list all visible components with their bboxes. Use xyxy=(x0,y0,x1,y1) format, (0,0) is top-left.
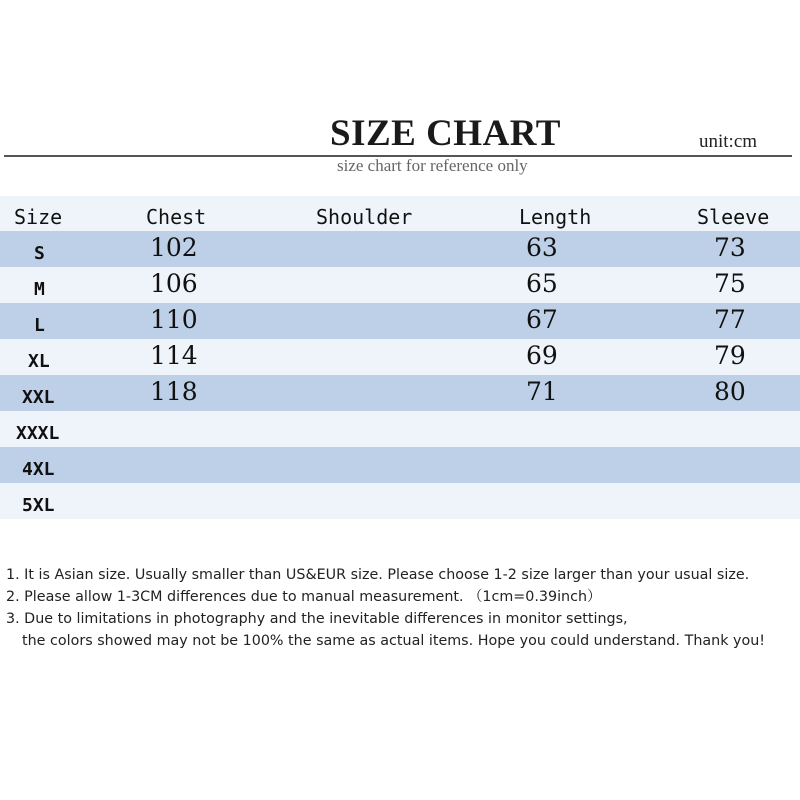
header-length: Length xyxy=(519,205,592,229)
size-cell: L xyxy=(34,315,45,336)
size-cell: 4XL xyxy=(22,459,55,480)
size-chart-title: SIZE CHART xyxy=(330,113,561,154)
header-sleeve: Sleeve xyxy=(697,205,770,229)
size-cell: S xyxy=(34,243,45,264)
header-size: Size xyxy=(14,205,63,229)
sleeve-cell: 77 xyxy=(714,305,746,334)
note-colors: the colors showed may not be 100% the same as actual items. Hope you could understand. Thank you! xyxy=(22,633,766,649)
length-cell: 69 xyxy=(526,341,558,370)
length-cell: 67 xyxy=(526,305,558,334)
table-header-row xyxy=(0,196,800,231)
table-row xyxy=(0,375,800,411)
size-cell: XXXL xyxy=(16,423,60,444)
length-cell: 63 xyxy=(526,233,558,262)
sleeve-cell: 80 xyxy=(714,377,746,406)
size-table xyxy=(0,196,800,519)
sleeve-cell: 79 xyxy=(714,341,746,370)
header-chest: Chest xyxy=(146,205,207,229)
note-measurement: 2. Please allow 1-3CM differences due to manual measurement. （1cm=0.39inch） xyxy=(6,589,602,605)
table-row xyxy=(0,231,800,267)
unit-label: unit:cm xyxy=(699,131,758,152)
table-row xyxy=(0,267,800,303)
size-cell: M xyxy=(34,279,45,300)
length-cell: 71 xyxy=(526,377,558,406)
table-row xyxy=(0,339,800,375)
size-notes xyxy=(6,564,800,652)
size-cell: XL xyxy=(28,351,50,372)
size-chart-subtitle: size chart for reference only xyxy=(337,156,528,175)
chest-cell: 102 xyxy=(150,233,198,262)
length-cell: 65 xyxy=(526,269,558,298)
table-row xyxy=(0,303,800,339)
table-row xyxy=(0,483,800,519)
table-row xyxy=(0,411,800,447)
chest-cell: 106 xyxy=(150,269,198,298)
note-asian-size: 1. It is Asian size. Usually smaller than US&EUR size. Please choose 1-2 size larger than your usual size. xyxy=(6,567,750,583)
table-row xyxy=(0,447,800,483)
sleeve-cell: 73 xyxy=(714,233,746,262)
chest-cell: 114 xyxy=(150,341,198,370)
size-cell: 5XL xyxy=(22,495,55,516)
note-photography: 3. Due to limitations in photography and the inevitable differences in monitor settings, xyxy=(6,611,628,627)
sleeve-cell: 75 xyxy=(714,269,746,298)
size-cell: XXL xyxy=(22,387,55,408)
header-shoulder: Shoulder xyxy=(316,205,413,229)
chest-cell: 110 xyxy=(150,305,198,334)
chest-cell: 118 xyxy=(150,377,198,406)
